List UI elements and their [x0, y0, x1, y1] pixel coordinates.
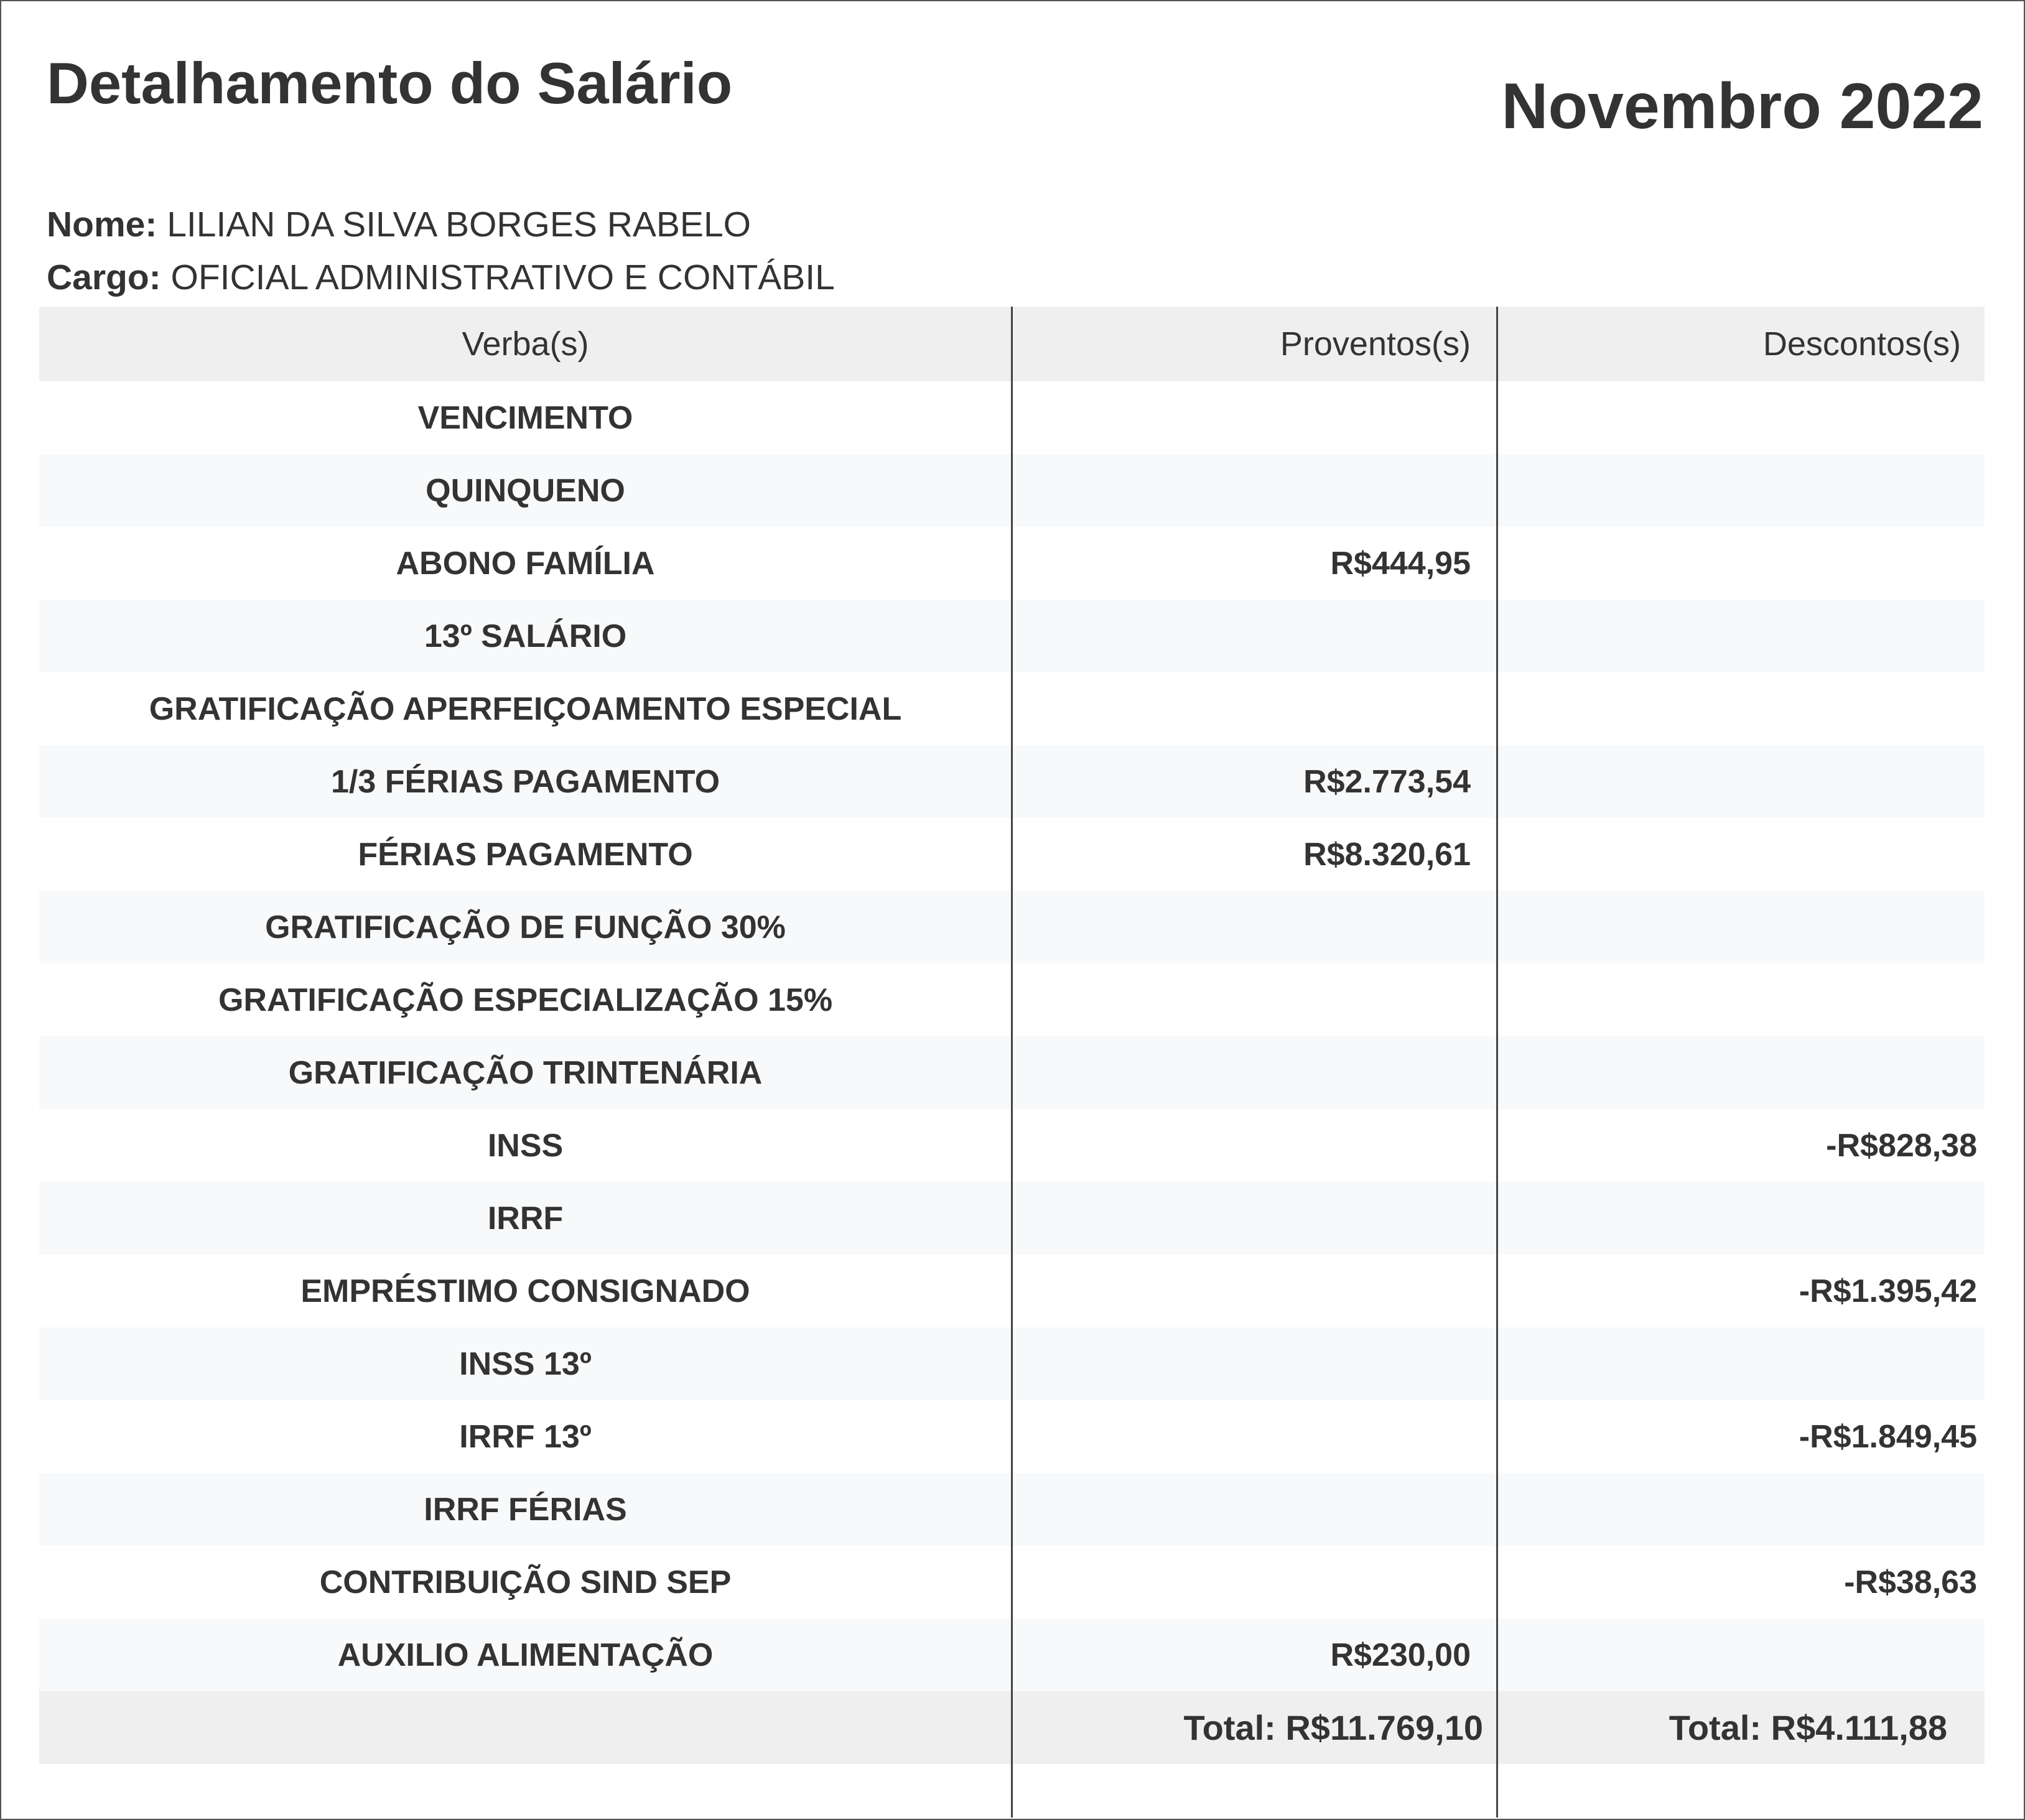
verba-cell: QUINQUENO: [426, 472, 625, 509]
verba-cell: GRATIFICAÇÃO DE FUNÇÃO 30%: [265, 909, 786, 945]
descontos-cell: [1497, 1618, 1985, 1691]
column-header-verba: Verba(s): [462, 325, 589, 363]
column-divider-2: [1496, 307, 1498, 1818]
verba-cell: FÉRIAS PAGAMENTO: [358, 836, 693, 873]
verba-cell: IRRF 13º: [459, 1418, 592, 1455]
proventos-cell: [1012, 1036, 1497, 1109]
descontos-cell: [1497, 891, 1985, 963]
totals-label: [39, 1691, 1012, 1764]
descontos-cell: [1497, 600, 1985, 672]
verba-cell: AUXILIO ALIMENTAÇÃO: [337, 1637, 714, 1673]
proventos-cell: [1012, 1182, 1497, 1255]
page-title: Detalhamento do Salário: [47, 50, 733, 116]
descontos-cell: -R$38,63: [1844, 1564, 1977, 1600]
proventos-cell: [1012, 1546, 1497, 1618]
verba-cell: GRATIFICAÇÃO ESPECIALIZAÇÃO 15%: [218, 982, 833, 1018]
descontos-cell: [1497, 1182, 1985, 1255]
descontos-cell: -R$828,38: [1826, 1127, 1977, 1164]
proventos-cell: R$2.773,54: [1303, 763, 1471, 800]
proventos-cell: [1012, 1400, 1497, 1473]
descontos-cell: [1497, 672, 1985, 745]
verba-cell: GRATIFICAÇÃO APERFEIÇOAMENTO ESPECIAL: [149, 690, 902, 727]
name-value: LILIAN DA SILVA BORGES RABELO: [167, 205, 751, 244]
total-proventos: Total: R$11.769,10: [1183, 1708, 1483, 1747]
verba-cell: INSS 13º: [459, 1345, 592, 1382]
column-divider-1: [1011, 307, 1013, 1818]
descontos-cell: -R$1.395,42: [1799, 1273, 1977, 1309]
descontos-cell: [1497, 1473, 1985, 1546]
descontos-cell: [1497, 381, 1985, 454]
proventos-cell: [1012, 1109, 1497, 1182]
verba-cell: 13º SALÁRIO: [424, 618, 627, 654]
proventos-cell: [1012, 1327, 1497, 1400]
column-header-descontos: Descontos(s): [1762, 325, 1961, 363]
verba-cell: ABONO FAMÍLIA: [396, 545, 655, 582]
name-label: Nome:: [47, 205, 157, 244]
verba-cell: VENCIMENTO: [417, 399, 633, 436]
proventos-cell: [1012, 1255, 1497, 1327]
verba-cell: CONTRIBUIÇÃO SIND SEP: [319, 1564, 732, 1600]
descontos-cell: [1497, 745, 1985, 818]
proventos-cell: R$444,95: [1330, 545, 1471, 582]
verba-cell: INSS: [487, 1127, 564, 1164]
descontos-cell: [1497, 1036, 1985, 1109]
verba-cell: GRATIFICAÇÃO TRINTENÁRIA: [288, 1054, 763, 1091]
proventos-cell: [1012, 1473, 1497, 1546]
descontos-cell: [1497, 818, 1985, 891]
cargo-value: OFICIAL ADMINISTRATIVO E CONTÁBIL: [170, 258, 835, 297]
period-label: Novembro 2022: [1501, 70, 1983, 142]
verba-cell: IRRF: [487, 1200, 564, 1237]
descontos-cell: [1497, 1327, 1985, 1400]
proventos-cell: [1012, 891, 1497, 963]
descontos-cell: [1497, 963, 1985, 1036]
verba-cell: IRRF FÉRIAS: [424, 1491, 627, 1528]
proventos-cell: [1012, 381, 1497, 454]
proventos-cell: R$8.320,61: [1303, 836, 1471, 873]
verba-cell: EMPRÉSTIMO CONSIGNADO: [300, 1273, 750, 1309]
employee-cargo-line: [47, 257, 835, 298]
proventos-cell: [1012, 600, 1497, 672]
proventos-cell: R$230,00: [1330, 1637, 1471, 1673]
descontos-cell: [1497, 454, 1985, 527]
proventos-cell: [1012, 963, 1497, 1036]
total-descontos: Total: R$4.111,88: [1669, 1708, 1947, 1747]
employee-name-line: [47, 204, 751, 245]
column-header-proventos: Proventos(s): [1280, 325, 1471, 363]
verba-cell: 1/3 FÉRIAS PAGAMENTO: [330, 763, 720, 800]
proventos-cell: [1012, 454, 1497, 527]
proventos-cell: [1012, 672, 1497, 745]
descontos-cell: [1497, 527, 1985, 600]
cargo-label: Cargo:: [47, 258, 161, 297]
descontos-cell: -R$1.849,45: [1799, 1418, 1977, 1455]
